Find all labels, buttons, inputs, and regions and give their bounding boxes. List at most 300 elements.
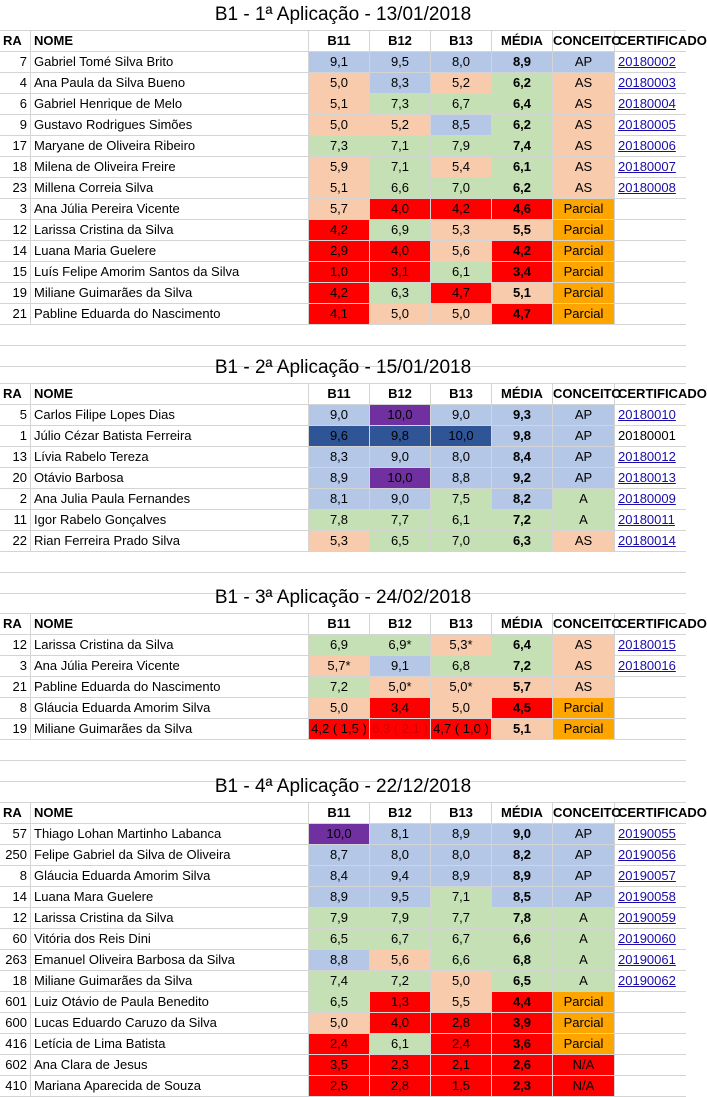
name-cell: Ana Julia Paula Fernandes	[31, 489, 309, 509]
name-cell: Luís Felipe Amorim Santos da Silva	[31, 262, 309, 282]
conceito-cell: Parcial	[553, 304, 615, 324]
ra-cell: 13	[0, 447, 31, 467]
conceito-cell: N/A	[553, 1055, 615, 1075]
name-cell: Miliane Guimarães da Silva	[31, 971, 309, 991]
conceito-cell: AP	[553, 447, 615, 467]
b11-score: 1,0	[309, 262, 370, 282]
ra-cell: 4	[0, 73, 31, 93]
ra-cell: 410	[0, 1076, 31, 1096]
b11-score: 6,5	[309, 929, 370, 949]
media-cell: 2,6	[492, 1055, 553, 1075]
b12-score: 5,0*	[370, 677, 431, 697]
table-row	[0, 1034, 686, 1055]
b13-score: 5,0	[431, 971, 492, 991]
media-cell: 7,4	[492, 136, 553, 156]
ra-cell: 9	[0, 115, 31, 135]
header-certificado: CERTIFICADO	[618, 33, 707, 48]
b11-score: 5,7	[309, 199, 370, 219]
b11-score: 8,3	[309, 447, 370, 467]
name-cell: Larissa Cristina da Silva	[31, 908, 309, 928]
b12-score: 3,1	[370, 262, 431, 282]
header-b13: B13	[431, 803, 492, 823]
conceito-cell: AS	[553, 635, 615, 655]
b12-score: 6,3	[370, 283, 431, 303]
certificado-link[interactable]: 20180009	[618, 491, 676, 506]
certificado-link[interactable]: 20180014	[618, 533, 676, 548]
b11-score: 6,5	[309, 992, 370, 1012]
b13-score: 2,1	[431, 1055, 492, 1075]
b13-score: 8,0	[431, 845, 492, 865]
b13-score: 8,5	[431, 115, 492, 135]
table-row	[0, 426, 686, 447]
name-cell: Milena de Oliveira Freire	[31, 157, 309, 177]
certificado-link[interactable]: 20180003	[618, 75, 676, 90]
b12-score: 9,4	[370, 866, 431, 886]
header-row	[0, 31, 707, 52]
name-cell: Ana Júlia Pereira Vicente	[31, 656, 309, 676]
certificado-link[interactable]: 20180011	[618, 512, 675, 527]
media-cell: 6,2	[492, 178, 553, 198]
ra-cell: 14	[0, 887, 31, 907]
b12-score: 6,1	[370, 1034, 431, 1054]
certificado-link[interactable]: 20180006	[618, 138, 676, 153]
header-nome: NOME	[31, 614, 309, 634]
media-cell: 6,6	[492, 929, 553, 949]
name-cell: Thiago Lohan Martinho Labanca	[31, 824, 309, 844]
name-cell: Pabline Eduarda do Nascimento	[31, 677, 309, 697]
ra-cell: 18	[0, 157, 31, 177]
ra-cell: 5	[0, 405, 31, 425]
name-cell: Ana Clara de Jesus	[31, 1055, 309, 1075]
certificado-link[interactable]: 20180001	[618, 428, 676, 443]
certificado-link[interactable]: 20190057	[618, 868, 676, 883]
media-cell: 7,2	[492, 510, 553, 530]
b12-score: 6,6	[370, 178, 431, 198]
certificado-cell	[615, 698, 686, 718]
name-cell: Gabriel Tomé Silva Brito	[31, 52, 309, 72]
b11-score: 5,0	[309, 115, 370, 135]
b12-score: 9,5	[370, 887, 431, 907]
empty-row	[0, 552, 686, 573]
certificado-link[interactable]: 20190060	[618, 931, 676, 946]
conceito-cell: A	[553, 929, 615, 949]
table-row	[0, 510, 686, 531]
certificado-cell	[615, 1034, 686, 1054]
header-conceito: CONCEITO	[553, 384, 615, 404]
header-certificado: CERTIFICADO	[618, 616, 707, 631]
b13-score: 7,0	[431, 531, 492, 551]
table-row	[0, 677, 686, 698]
table-row	[0, 304, 686, 325]
b13-score: 8,8	[431, 468, 492, 488]
b12-score: 7,2	[370, 971, 431, 991]
b13-score: 5,0	[431, 698, 492, 718]
b12-score: 6,3 ( 2,1 )	[370, 719, 431, 739]
b11-score: 5,1	[309, 178, 370, 198]
header-conceito: CONCEITO	[553, 614, 615, 634]
table-row	[0, 866, 686, 887]
certificado-cell	[615, 241, 686, 261]
header-b13: B13	[431, 31, 492, 51]
conceito-cell: AP	[553, 866, 615, 886]
b12-score: 8,3	[370, 73, 431, 93]
ra-cell: 18	[0, 971, 31, 991]
media-cell: 8,9	[492, 52, 553, 72]
header-row	[0, 614, 707, 635]
certificado-link[interactable]: 20180002	[618, 54, 676, 69]
certificado-link[interactable]: 20180005	[618, 117, 676, 132]
table-row	[0, 656, 686, 677]
table-row	[0, 73, 686, 94]
table-row	[0, 531, 686, 552]
b12-score: 9,0	[370, 447, 431, 467]
b13-score: 4,7	[431, 283, 492, 303]
name-cell: Lucas Eduardo Caruzo da Silva	[31, 1013, 309, 1033]
b12-score: 7,9	[370, 908, 431, 928]
media-cell: 7,2	[492, 656, 553, 676]
ra-cell: 23	[0, 178, 31, 198]
name-cell: Miliane Guimarães da Silva	[31, 283, 309, 303]
table-row	[0, 136, 686, 157]
certificado-link[interactable]: 20180007	[618, 159, 676, 174]
b11-score: 5,0	[309, 698, 370, 718]
b12-score: 8,1	[370, 824, 431, 844]
media-cell: 8,4	[492, 447, 553, 467]
media-cell: 5,1	[492, 719, 553, 739]
b11-score: 5,3	[309, 531, 370, 551]
conceito-cell: Parcial	[553, 220, 615, 240]
conceito-cell: A	[553, 510, 615, 530]
b13-score: 8,9	[431, 866, 492, 886]
section-2	[0, 353, 707, 594]
ra-cell: 21	[0, 304, 31, 324]
b11-score: 9,6	[309, 426, 370, 446]
certificado-link[interactable]: 20190055	[618, 826, 676, 841]
certificado-link[interactable]: 20190059	[618, 910, 676, 925]
conceito-cell: AS	[553, 531, 615, 551]
media-cell: 8,9	[492, 866, 553, 886]
certificado-link[interactable]: 20180016	[618, 658, 676, 673]
media-cell: 8,2	[492, 489, 553, 509]
certificado-link[interactable]: 20190062	[618, 973, 676, 988]
b13-score: 5,6	[431, 241, 492, 261]
table-row	[0, 489, 686, 510]
certificado-cell	[615, 220, 686, 240]
media-cell: 3,4	[492, 262, 553, 282]
b13-score: 5,0*	[431, 677, 492, 697]
name-cell: Pabline Eduarda do Nascimento	[31, 304, 309, 324]
section-title: B1 - 2ª Aplicação - 15/01/2018	[0, 353, 686, 384]
table-row	[0, 199, 686, 220]
b11-score: 5,9	[309, 157, 370, 177]
name-cell: Ana Paula da Silva Bueno	[31, 73, 309, 93]
b13-score: 9,0	[431, 405, 492, 425]
header-ra: RA	[0, 614, 31, 634]
header-media: MÉDIA	[492, 803, 553, 823]
b11-score: 8,1	[309, 489, 370, 509]
conceito-cell: AS	[553, 115, 615, 135]
header-b12: B12	[370, 803, 431, 823]
b11-score: 3,5	[309, 1055, 370, 1075]
certificado-link[interactable]: 20180004	[618, 96, 676, 111]
certificado-link[interactable]: 20190058	[618, 889, 676, 904]
media-cell: 3,6	[492, 1034, 553, 1054]
name-cell: Igor Rabelo Gonçalves	[31, 510, 309, 530]
b12-score: 4,0	[370, 1013, 431, 1033]
ra-cell: 8	[0, 866, 31, 886]
b12-score: 10,0	[370, 468, 431, 488]
table-row	[0, 405, 686, 426]
certificado-link[interactable]: 20180015	[618, 637, 676, 652]
b11-score: 4,2	[309, 283, 370, 303]
b11-score: 9,0	[309, 405, 370, 425]
table-row	[0, 447, 686, 468]
media-cell: 6,4	[492, 635, 553, 655]
b11-score: 4,2 ( 1,5 )	[309, 719, 370, 739]
ra-cell: 19	[0, 719, 31, 739]
table-row	[0, 635, 686, 656]
b11-score: 8,8	[309, 950, 370, 970]
certificado-link[interactable]: 20180012	[618, 449, 676, 464]
header-b12: B12	[370, 31, 431, 51]
media-cell: 3,9	[492, 1013, 553, 1033]
ra-cell: 3	[0, 656, 31, 676]
header-certificado: CERTIFICADO	[618, 805, 707, 820]
b12-score: 2,3	[370, 1055, 431, 1075]
conceito-cell: AS	[553, 656, 615, 676]
name-cell: Maryane de Oliveira Ribeiro	[31, 136, 309, 156]
certificado-link[interactable]: 20190056	[618, 847, 676, 862]
table-row	[0, 698, 686, 719]
b11-score: 7,9	[309, 908, 370, 928]
table-row	[0, 468, 686, 489]
ra-cell: 60	[0, 929, 31, 949]
ra-cell: 263	[0, 950, 31, 970]
b13-score: 8,0	[431, 447, 492, 467]
b11-score: 10,0	[309, 824, 370, 844]
empty-row	[0, 740, 686, 761]
b12-score: 10,0	[370, 405, 431, 425]
table-row	[0, 241, 686, 262]
b11-score: 9,1	[309, 52, 370, 72]
media-cell: 7,8	[492, 908, 553, 928]
b12-score: 8,0	[370, 845, 431, 865]
media-cell: 6,4	[492, 94, 553, 114]
table-row	[0, 992, 686, 1013]
b11-score: 8,7	[309, 845, 370, 865]
b11-score: 2,5	[309, 1076, 370, 1096]
certificado-cell	[615, 283, 686, 303]
section-4	[0, 772, 707, 1097]
ra-cell: 22	[0, 531, 31, 551]
section-title: B1 - 3ª Aplicação - 24/02/2018	[0, 583, 686, 614]
ra-cell: 12	[0, 908, 31, 928]
header-b11: B11	[309, 31, 370, 51]
table-row	[0, 845, 686, 866]
section-3	[0, 583, 707, 782]
name-cell: Gustavo Rodrigues Simões	[31, 115, 309, 135]
certificado-link[interactable]: 20180010	[618, 407, 676, 422]
table-row	[0, 1055, 686, 1076]
ra-cell: 3	[0, 199, 31, 219]
b12-score: 9,0	[370, 489, 431, 509]
certificado-cell	[615, 992, 686, 1012]
ra-cell: 1	[0, 426, 31, 446]
b11-score: 7,3	[309, 136, 370, 156]
b13-score: 5,3	[431, 220, 492, 240]
media-cell: 6,5	[492, 971, 553, 991]
b13-score: 5,2	[431, 73, 492, 93]
conceito-cell: Parcial	[553, 1034, 615, 1054]
media-cell: 9,0	[492, 824, 553, 844]
b13-score: 6,6	[431, 950, 492, 970]
section-1	[0, 0, 707, 367]
b11-score: 8,9	[309, 468, 370, 488]
section-title: B1 - 1ª Aplicação - 13/01/2018	[0, 0, 686, 31]
b12-score: 5,2	[370, 115, 431, 135]
media-cell: 6,8	[492, 950, 553, 970]
ra-cell: 416	[0, 1034, 31, 1054]
conceito-cell: Parcial	[553, 719, 615, 739]
b13-score: 5,3*	[431, 635, 492, 655]
header-b12: B12	[370, 614, 431, 634]
conceito-cell: AS	[553, 136, 615, 156]
b13-score: 7,0	[431, 178, 492, 198]
table-row	[0, 178, 686, 199]
ra-cell: 8	[0, 698, 31, 718]
b13-score: 4,7 ( 1,0 )	[431, 719, 492, 739]
b11-score: 8,9	[309, 887, 370, 907]
table-row	[0, 929, 686, 950]
conceito-cell: Parcial	[553, 283, 615, 303]
ra-cell: 7	[0, 52, 31, 72]
table-row	[0, 887, 686, 908]
media-cell: 4,4	[492, 992, 553, 1012]
table-row	[0, 1013, 686, 1034]
conceito-cell: AS	[553, 677, 615, 697]
b11-score: 2,9	[309, 241, 370, 261]
media-cell: 4,2	[492, 241, 553, 261]
b11-score: 6,9	[309, 635, 370, 655]
conceito-cell: AS	[553, 157, 615, 177]
b13-score: 8,9	[431, 824, 492, 844]
certificado-cell	[615, 719, 686, 739]
name-cell: Ana Júlia Pereira Vicente	[31, 199, 309, 219]
certificado-link[interactable]: 20190061	[618, 952, 676, 967]
table-row	[0, 719, 686, 740]
certificado-link[interactable]: 20180008	[618, 180, 676, 195]
conceito-cell: Parcial	[553, 262, 615, 282]
name-cell: Gláucia Eduarda Amorim Silva	[31, 866, 309, 886]
b12-score: 9,8	[370, 426, 431, 446]
name-cell: Miliane Guimarães da Silva	[31, 719, 309, 739]
media-cell: 5,5	[492, 220, 553, 240]
table-row	[0, 283, 686, 304]
b13-score: 6,1	[431, 510, 492, 530]
table-row	[0, 824, 686, 845]
name-cell: Mariana Aparecida de Souza	[31, 1076, 309, 1096]
table-row	[0, 262, 686, 283]
certificado-cell	[615, 262, 686, 282]
media-cell: 6,2	[492, 115, 553, 135]
ra-cell: 21	[0, 677, 31, 697]
table-row	[0, 1076, 686, 1097]
name-cell: Gabriel Henrique de Melo	[31, 94, 309, 114]
b12-score: 5,0	[370, 304, 431, 324]
ra-cell: 2	[0, 489, 31, 509]
ra-cell: 57	[0, 824, 31, 844]
header-conceito: CONCEITO	[553, 31, 615, 51]
conceito-cell: AS	[553, 178, 615, 198]
media-cell: 9,3	[492, 405, 553, 425]
ra-cell: 6	[0, 94, 31, 114]
b12-score: 5,6	[370, 950, 431, 970]
b12-score: 7,1	[370, 157, 431, 177]
conceito-cell: A	[553, 489, 615, 509]
media-cell: 4,7	[492, 304, 553, 324]
conceito-cell: Parcial	[553, 241, 615, 261]
ra-cell: 602	[0, 1055, 31, 1075]
b12-score: 6,5	[370, 531, 431, 551]
media-cell: 9,8	[492, 426, 553, 446]
b13-score: 7,7	[431, 908, 492, 928]
name-cell: Otávio Barbosa	[31, 468, 309, 488]
certificado-cell	[615, 1013, 686, 1033]
b11-score: 2,4	[309, 1034, 370, 1054]
b11-score: 5,7*	[309, 656, 370, 676]
ra-cell: 601	[0, 992, 31, 1012]
b13-score: 7,9	[431, 136, 492, 156]
b13-score: 6,7	[431, 929, 492, 949]
table-row	[0, 94, 686, 115]
b11-score: 5,0	[309, 73, 370, 93]
media-cell: 2,3	[492, 1076, 553, 1096]
name-cell: Millena Correia Silva	[31, 178, 309, 198]
conceito-cell: AP	[553, 887, 615, 907]
b12-score: 1,3	[370, 992, 431, 1012]
table-row	[0, 52, 686, 73]
name-cell: Luiz Otávio de Paula Benedito	[31, 992, 309, 1012]
conceito-cell: N/A	[553, 1076, 615, 1096]
certificado-link[interactable]: 20180013	[618, 470, 676, 485]
certificado-cell	[615, 1055, 686, 1075]
conceito-cell: AS	[553, 94, 615, 114]
certificado-cell	[615, 677, 686, 697]
table-row	[0, 950, 686, 971]
b12-score: 6,7	[370, 929, 431, 949]
b12-score: 6,9*	[370, 635, 431, 655]
b11-score: 4,1	[309, 304, 370, 324]
b12-score: 4,0	[370, 241, 431, 261]
ra-cell: 20	[0, 468, 31, 488]
name-cell: Gláucia Eduarda Amorim Silva	[31, 698, 309, 718]
b13-score: 4,2	[431, 199, 492, 219]
b13-score: 5,0	[431, 304, 492, 324]
empty-row	[0, 325, 686, 346]
name-cell: Júlio Cézar Batista Ferreira	[31, 426, 309, 446]
header-media: MÉDIA	[492, 614, 553, 634]
name-cell: Letícia de Lima Batista	[31, 1034, 309, 1054]
table-row	[0, 220, 686, 241]
media-cell: 8,2	[492, 845, 553, 865]
name-cell: Rian Ferreira Prado Silva	[31, 531, 309, 551]
media-cell: 6,3	[492, 531, 553, 551]
b11-score: 4,2	[309, 220, 370, 240]
conceito-cell: AP	[553, 405, 615, 425]
conceito-cell: AP	[553, 426, 615, 446]
b12-score: 7,7	[370, 510, 431, 530]
b12-score: 9,5	[370, 52, 431, 72]
